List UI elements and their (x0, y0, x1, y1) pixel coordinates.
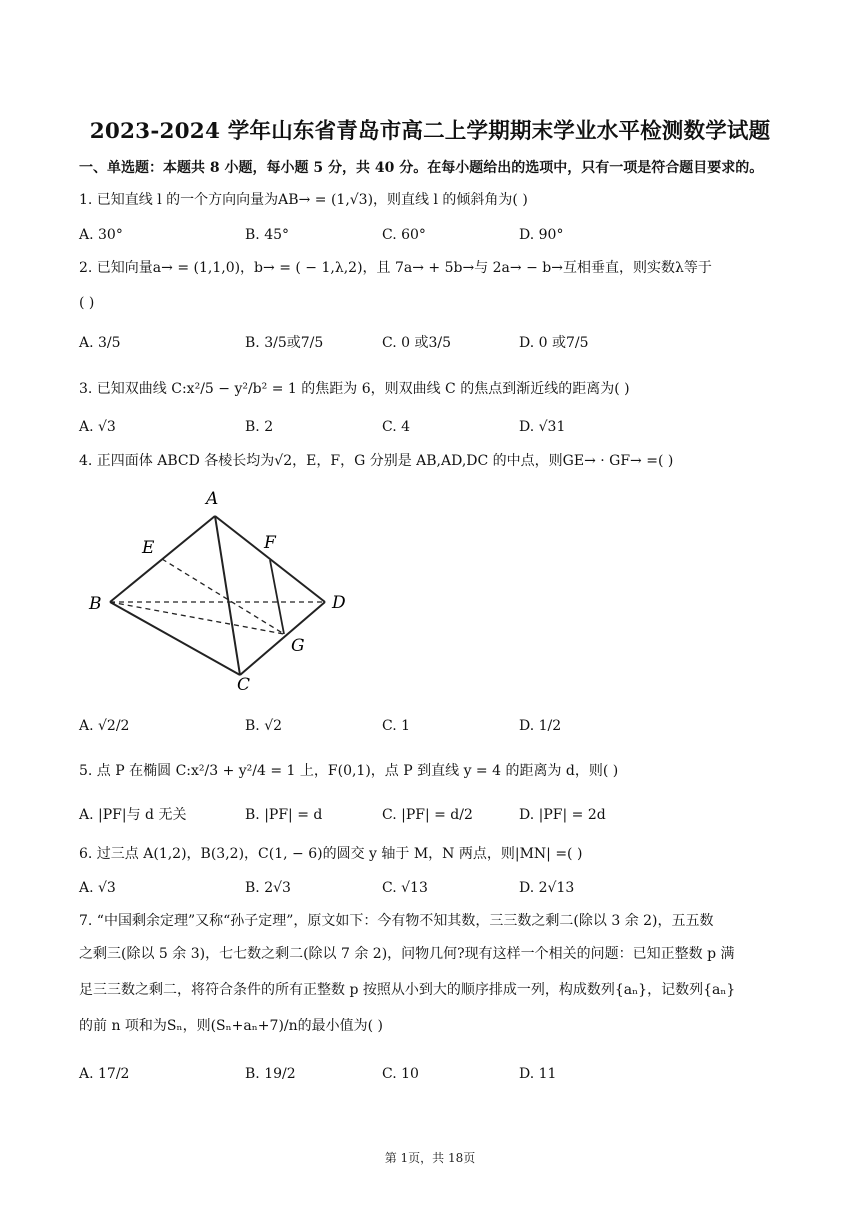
q4-option-a: A. √2/2 (79, 718, 130, 734)
q3-option-b: B. 2 (245, 419, 274, 435)
edge-ad (215, 516, 325, 602)
page-footer: 第 1页，共 18页 (384, 1151, 476, 1165)
q5-option-c: C. |PF| = d/2 (382, 807, 473, 823)
q7-option-c: C. 10 (382, 1066, 419, 1082)
question-7-text-line2: 之剩三(除以 5 余 3)，七七数之剩二(除以 7 余 2)，问物几何?现有这样一个相关的问题：已知正整数 p 满 (79, 946, 735, 962)
question-7-text-line1: 7. “中国剩余定理”又称“孙子定理”，原文如下：今有物不知其数，三三数之剩二(除以 3 余 2)，五五数 (79, 913, 714, 929)
q2-option-d: D. 0 或7/5 (519, 335, 589, 351)
vertex-label-d: D (332, 593, 346, 613)
q3-option-d: D. √31 (519, 419, 566, 435)
q6-option-c: C. √13 (382, 880, 428, 896)
q7-option-b: B. 19/2 (245, 1066, 296, 1082)
q5-option-b: B. |PF| = d (245, 807, 323, 823)
q4-option-c: C. 1 (382, 718, 411, 734)
question-2-text: 2. 已知向量a→ = (1,1,0)，b→ = ( − 1,λ,2)，且 7a→ + 5b→与 2a→ − b→互相垂直，则实数λ等于 (79, 260, 712, 276)
question-1-text: 1. 已知直线 l 的一个方向向量为AB→ = (1,√3)，则直线 l 的倾斜角为( ) (79, 192, 528, 208)
tetrahedron-figure (78, 482, 368, 697)
point-label-f: F (264, 533, 276, 553)
question-6-text: 6. 过三点 A(1,2)，B(3,2)，C(1, − 6)的圆交 y 轴于 M，N 两点，则|MN| =( ) (79, 846, 583, 862)
edge-ac (215, 516, 240, 675)
point-label-e: E (142, 538, 155, 558)
q4-option-b: B. √2 (245, 718, 283, 734)
point-label-g: G (291, 636, 305, 656)
segment-fg (270, 560, 284, 634)
q6-option-d: D. 2√13 (519, 880, 575, 896)
vertex-label-a: A (206, 489, 219, 509)
question-4-text: 4. 正四面体 ABCD 各棱长均为√2，E，F，G 分别是 AB,AD,DC 的中点，则GE→ · GF→ =( ) (79, 453, 674, 469)
q2-option-b: B. 3/5或7/5 (245, 335, 324, 351)
q2-option-c: C. 0 或3/5 (382, 335, 452, 351)
q2-option-a: A. 3/5 (79, 335, 121, 351)
q5-option-d: D. |PF| = 2d (519, 807, 606, 823)
vertex-label-c: C (237, 675, 251, 695)
q3-option-a: A. √3 (79, 419, 116, 435)
vertex-label-b: B (89, 594, 102, 614)
edge-bc (110, 602, 240, 675)
question-2-text-cont: ( ) (79, 295, 95, 311)
question-7-text-line3: 足三三数之剩二，将符合条件的所有正整数 p 按照从小到大的顺序排成一列，构成数列{aₙ}，记数列{aₙ} (79, 982, 736, 998)
q5-option-a: A. |PF|与 d 无关 (79, 807, 187, 823)
q1-option-b: B. 45° (245, 227, 290, 243)
q7-option-a: A. 17/2 (79, 1066, 130, 1082)
q4-option-d: D. 1/2 (519, 718, 562, 734)
section-heading: 一、单选题：本题共 8 小题，每小题 5 分，共 40 分。在每小题给出的选项中，只有一项是符合题目要求的。 (79, 160, 764, 176)
edge-cd (240, 602, 325, 675)
q3-option-c: C. 4 (382, 419, 411, 435)
q7-option-d: D. 11 (519, 1066, 557, 1082)
q1-option-c: C. 60° (382, 227, 426, 243)
q6-option-b: B. 2√3 (245, 880, 291, 896)
q1-option-d: D. 90° (519, 227, 564, 243)
question-7-text-line4: 的前 n 项和为Sₙ，则(Sₙ+aₙ+7)/n的最小值为( ) (79, 1018, 384, 1034)
q6-option-a: A. √3 (79, 880, 116, 896)
question-3-text: 3. 已知双曲线 C:x²/5 − y²/b² = 1 的焦距为 6，则双曲线 C 的焦点到渐近线的距离为( ) (79, 381, 630, 397)
question-5-text: 5. 点 P 在椭圆 C:x²/3 + y²/4 = 1 上，F(0,1)，点 P 到直线 y = 4 的距离为 d，则( ) (79, 763, 619, 779)
q1-option-a: A. 30° (79, 227, 123, 243)
page-title: 2023-2024 学年山东省青岛市高二上学期期末学业水平检测数学试题 (89, 119, 771, 144)
